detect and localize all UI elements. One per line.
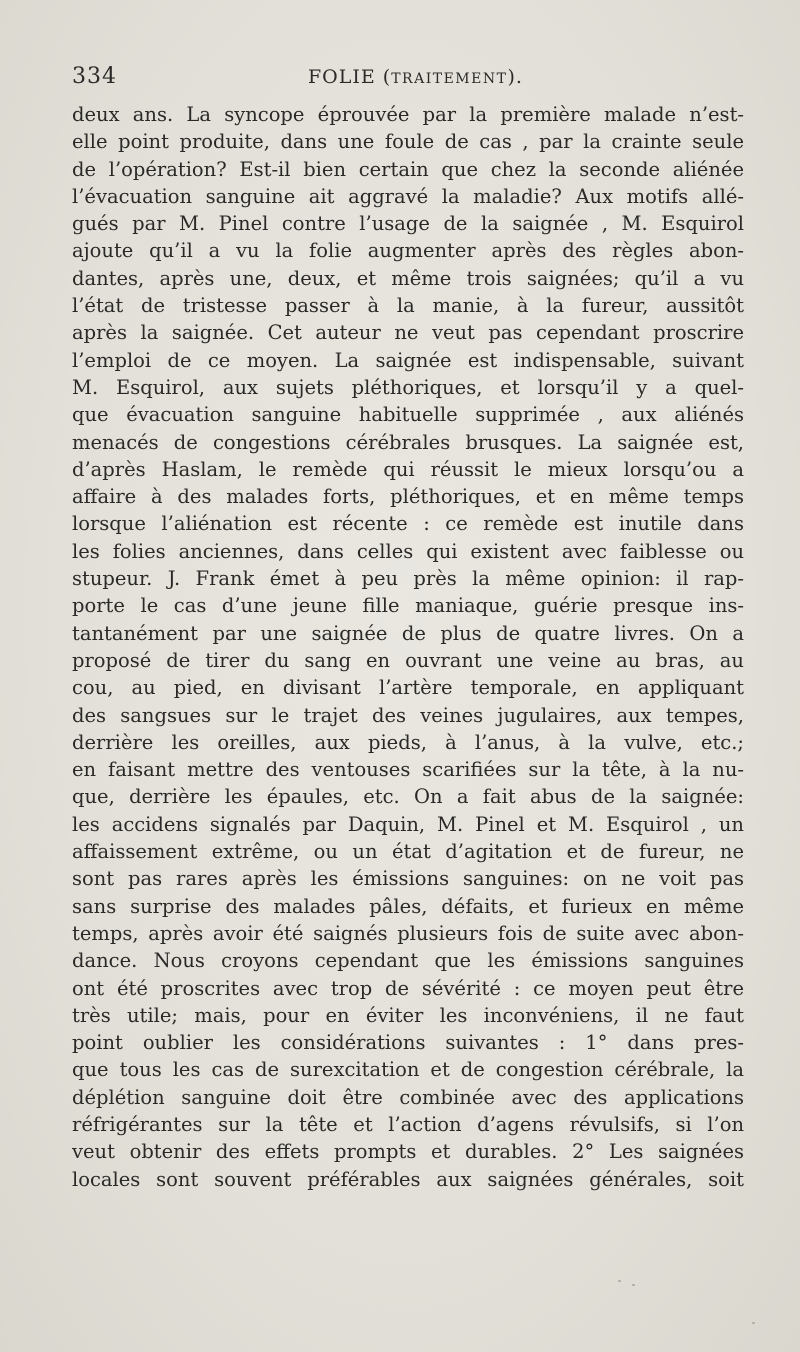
text-line: affaissement extrême, ou un état d’agitation et de fureur, ne [72, 840, 744, 864]
text-line: de l’opération? Est-il bien certain que chez la seconde aliénée [72, 157, 744, 181]
text-line: menacés de congestions cérébrales brusques. La saignée est, [72, 430, 744, 454]
running-head-end: ). [507, 66, 523, 88]
text-line: cou, au pied, en divisant l’artère temporale, en appliquant [72, 676, 744, 700]
text-line: déplétion sanguine doit être combinée avec des applications [72, 1085, 744, 1109]
text-line: dantes, après une, deux, et même trois saignées; qu’il a vu [72, 266, 744, 290]
text-line: deux ans. La syncope éprouvée par la première malade n’est- [72, 103, 744, 126]
page-header [72, 64, 744, 100]
paper-speck [632, 1284, 635, 1286]
text-line: point oublier les considérations suivantes : 1° dans pres- [72, 1031, 744, 1055]
text-line: porte le cas d’une jeune fille maniaque, guérie presque ins- [72, 594, 744, 618]
text-line: gués par M. Pinel contre l’usage de la saignée , M. Esquirol [72, 212, 744, 236]
text-line: ont été proscrites avec trop de sévérité : ce moyen peut être [72, 976, 744, 1000]
text-line: affaire à des malades forts, pléthoriques, et en même temps [72, 485, 744, 509]
text-line: temps, après avoir été saignés plusieurs fois de suite avec abon- [72, 921, 744, 945]
text-line: après la saignée. Cet auteur ne veut pas cependant proscrire [72, 321, 744, 345]
running-head [308, 66, 523, 88]
running-head-main: FOLIE ( [308, 66, 392, 88]
text-line: proposé de tirer du sang en ouvrant une veine au bras, au [72, 648, 744, 672]
text-line: sont pas rares après les émissions sanguines: on ne voit pas [72, 867, 744, 891]
text-line: elle point produite, dans une foule de cas , par la crainte seule [72, 130, 744, 154]
text-line: sans surprise des malades pâles, défaits, et furieux en même [72, 894, 744, 918]
text-line: lorsque l’aliénation est récente : ce remède est inutile dans [72, 512, 744, 536]
paper-speck [618, 1280, 621, 1282]
text-line: que évacuation sanguine habituelle supprimée , aux aliénés [72, 403, 744, 427]
text-line: des sangsues sur le trajet des veines jugulaires, aux tempes, [72, 703, 744, 727]
text-line: M. Esquirol, aux sujets pléthoriques, et lorsqu’il y a quel- [72, 375, 744, 399]
text-line: l’état de tristesse passer à la manie, à la fureur, aussitôt [72, 294, 744, 318]
text-line: d’après Haslam, le remède qui réussit le mieux lorsqu’ou a [72, 457, 744, 481]
text-line: les folies anciennes, dans celles qui existent avec faiblesse ou [72, 539, 744, 563]
text-line: stupeur. J. Frank émet à peu près la même opinion: il rap- [72, 567, 744, 591]
text-line: veut obtenir des effets prompts et durables. 2° Les saignées [72, 1140, 744, 1164]
text-line: ajoute qu’il a vu la folie augmenter après des règles abon- [72, 239, 744, 263]
text-line: les accidens signalés par Daquin, M. Pinel et M. Esquirol , un [72, 812, 744, 836]
text-line: l’emploi de ce moyen. La saignée est indispensable, suivant [72, 348, 744, 372]
body-text [72, 101, 744, 1193]
text-line: locales sont souvent préférables aux saignées générales, soit [72, 1167, 744, 1191]
text-line: l’évacuation sanguine ait aggravé la maladie? Aux motifs allé- [72, 184, 744, 208]
text-line: derrière les oreilles, aux pieds, à l’anus, à la vulve, etc.; [72, 730, 744, 754]
text-line: très utile; mais, pour en éviter les inconvéniens, il ne faut [72, 1003, 744, 1027]
text-line: que, derrière les épaules, etc. On a fait abus de la saignée: [72, 785, 744, 809]
text-line: dance. Nous croyons cependant que les émissions sanguines [72, 949, 744, 973]
text-line: en faisant mettre des ventouses scarifiées sur la tête, à la nu- [72, 758, 744, 782]
text-line: tantanément par une saignée de plus de quatre livres. On a [72, 621, 744, 645]
page-number: 334 [72, 64, 117, 89]
paper-speck [752, 1322, 755, 1324]
text-line: que tous les cas de surexcitation et de congestion cérébrale, la [72, 1058, 744, 1082]
text-line: réfrigérantes sur la tête et l’action d’agens révulsifs, si l’on [72, 1112, 744, 1136]
running-head-subtitle: TRAITEMENT [391, 71, 508, 87]
